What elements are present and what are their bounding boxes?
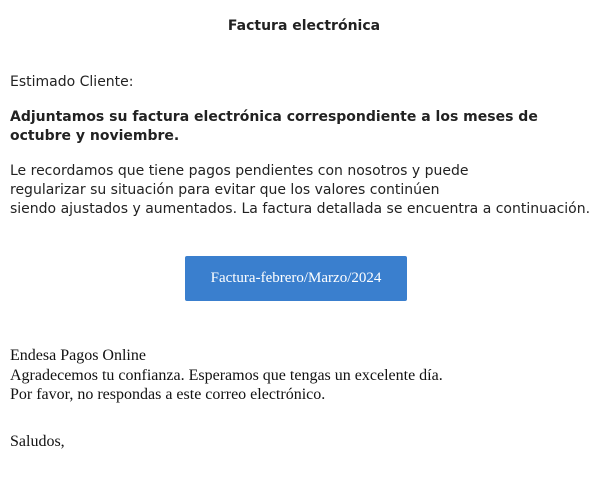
closing-text: Saludos, <box>10 433 65 450</box>
footer-block <box>10 346 443 405</box>
invoice-link-button[interactable]: Factura-febrero/Marzo/2024 <box>185 256 407 301</box>
reminder-line: siendo ajustados y aumentados. La factura detallada se encuentra a continuación. <box>10 201 591 217</box>
reminder-line: Le recordamos que tiene pagos pendientes con nosotros y puede <box>10 163 469 179</box>
footer-line: Por favor, no respondas a este correo electrónico. <box>10 386 326 403</box>
sender-name: Endesa Pagos Online <box>10 347 146 364</box>
reminder-paragraph <box>10 162 600 219</box>
email-title: Factura electrónica <box>227 18 381 34</box>
footer-line: Agradecemos tu confianza. Esperamos que tengas un excelente día. <box>10 366 443 384</box>
reminder-line: regularizar su situación para evitar que los valores continúen <box>10 182 440 198</box>
greeting-text: Estimado Cliente: <box>10 74 134 90</box>
intro-text: Adjuntamos su factura electrónica correspondiente a los meses de octubre y noviembre. <box>10 109 538 144</box>
